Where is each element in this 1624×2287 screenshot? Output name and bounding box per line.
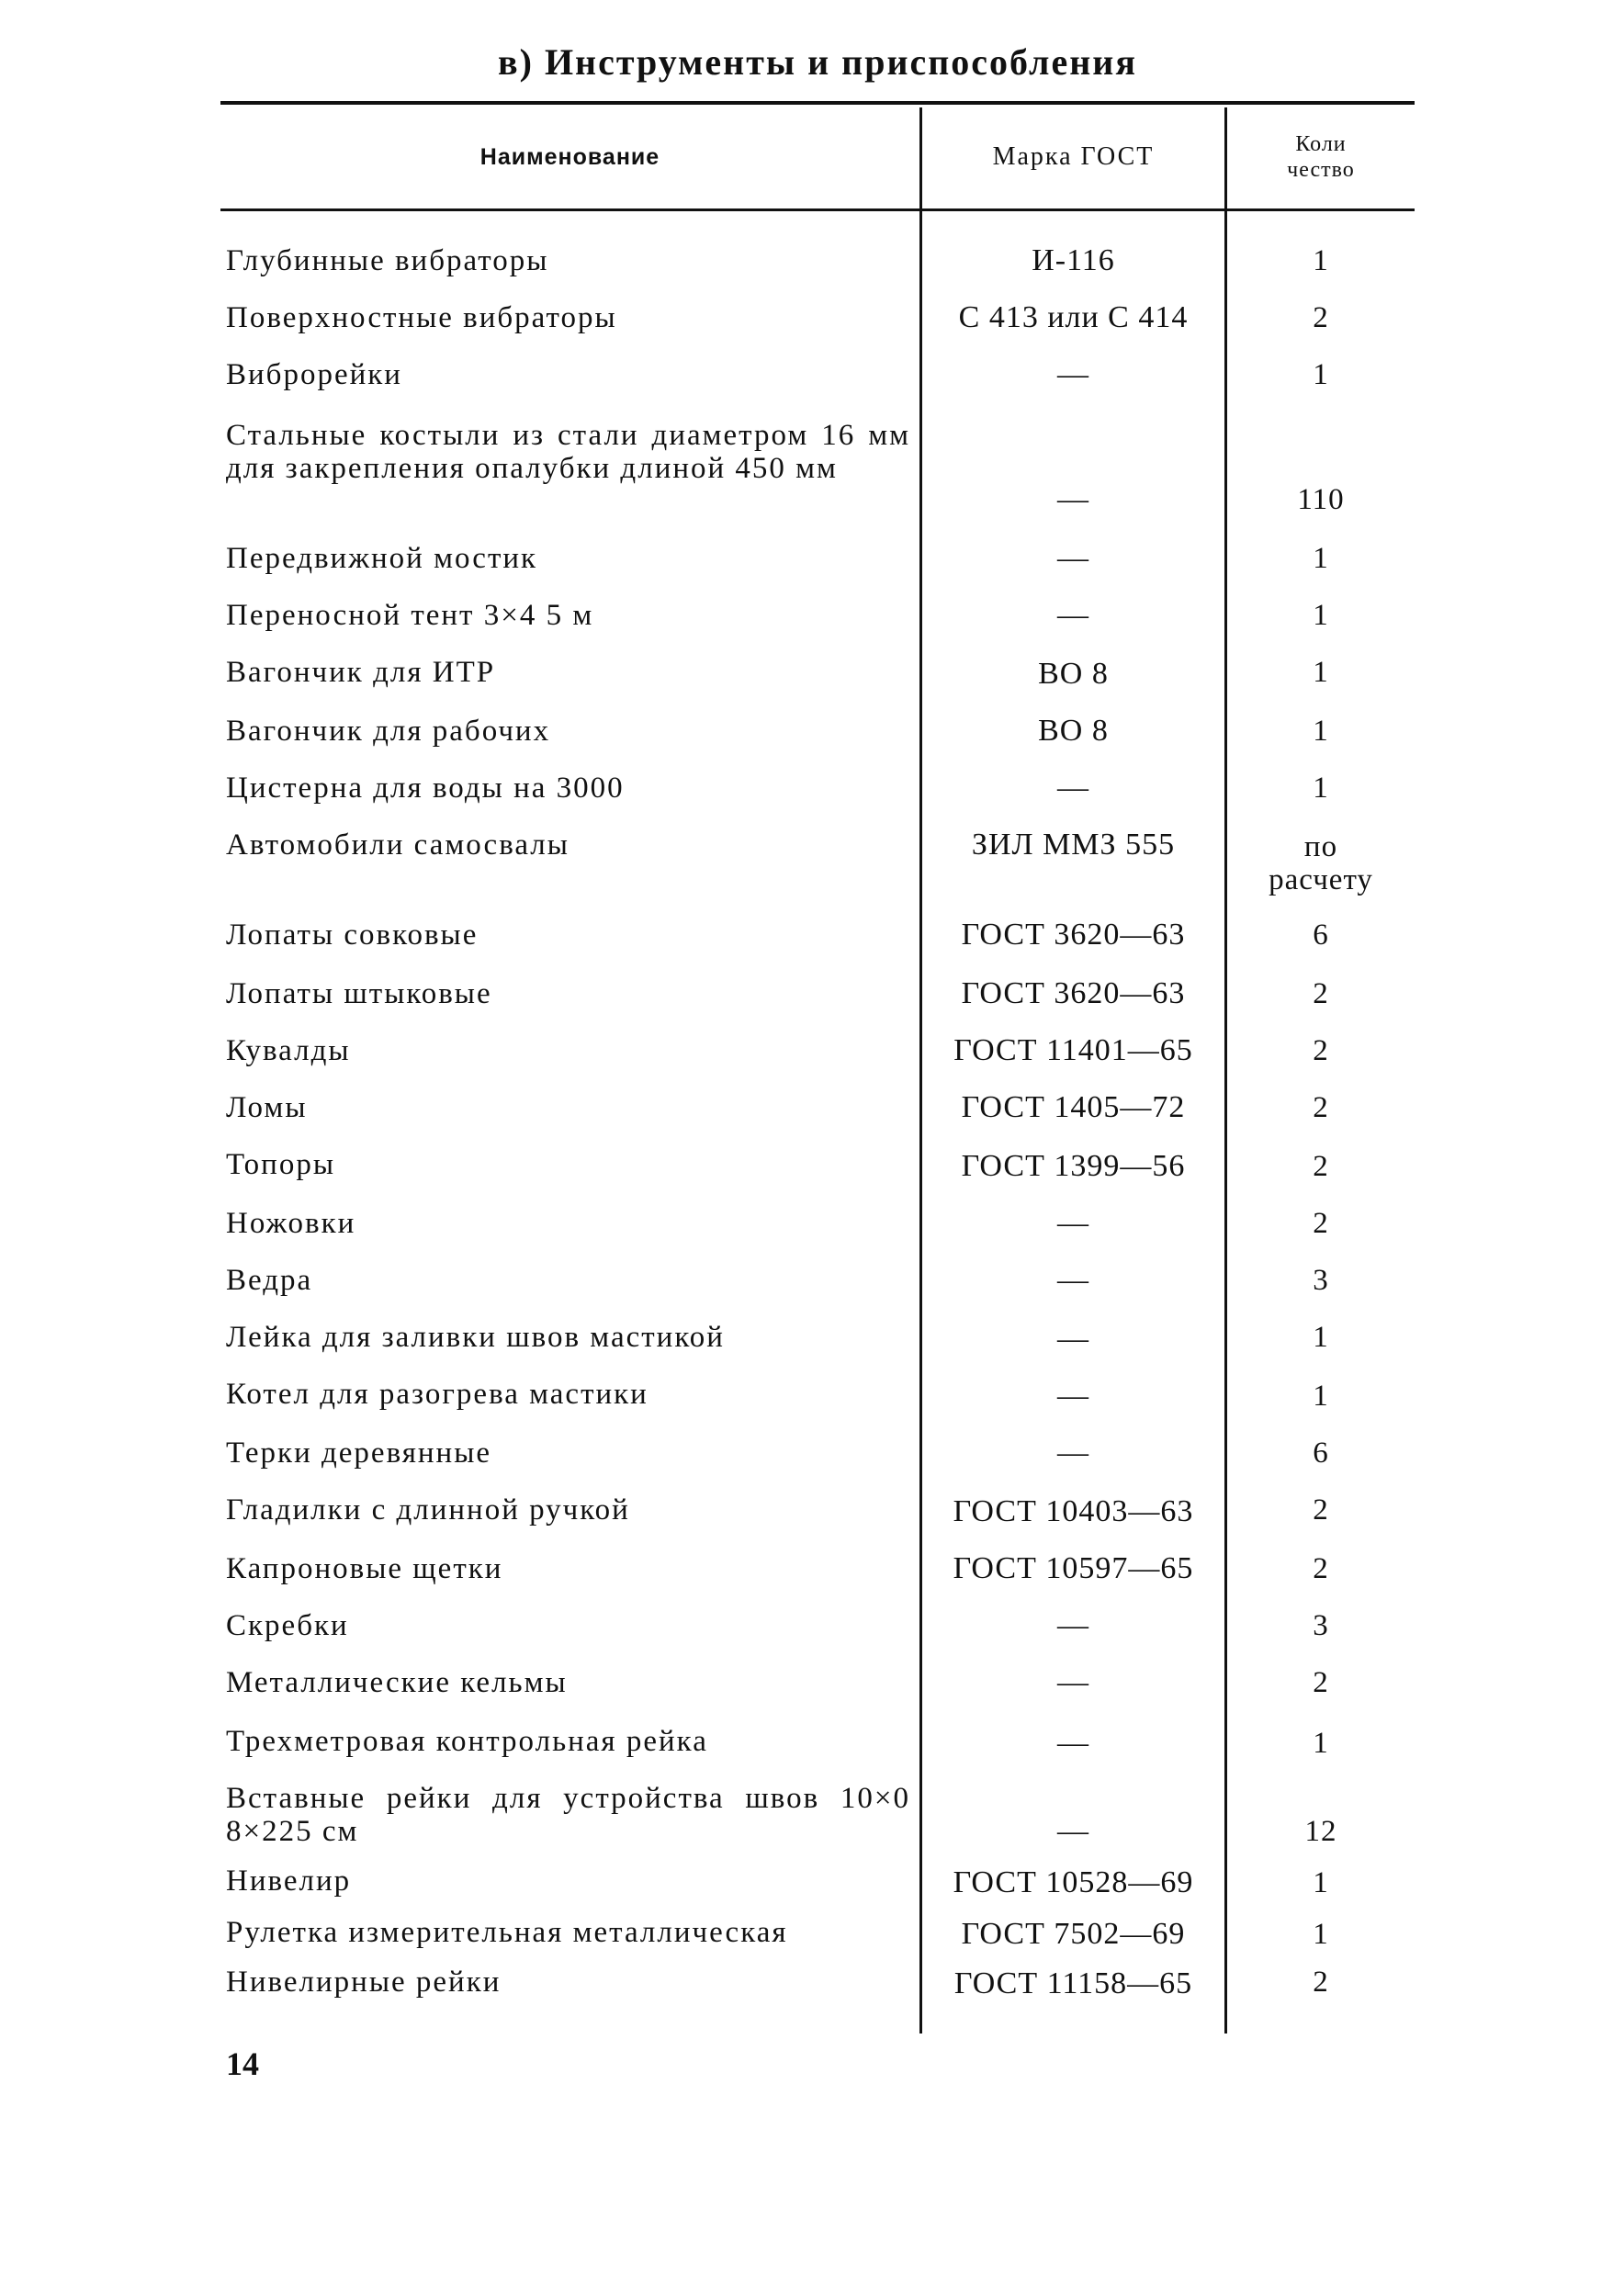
cell-mark: — — [1057, 1814, 1089, 1848]
cell-qty: 6 — [1313, 1436, 1329, 1470]
cell-qty: 2 — [1313, 1207, 1329, 1240]
cell-mark: ГОСТ 11401—65 — [953, 1033, 1193, 1067]
cell-qty: 3 — [1313, 1264, 1329, 1297]
column-header-mark: Марка ГОСТ — [992, 142, 1155, 171]
cell-name: Вставные рейки для устройства швов 10×0 8×225 см — [226, 1782, 910, 1848]
cell-name: Лопаты совковые — [226, 918, 479, 952]
cell-mark: С 413 или С 414 — [958, 300, 1189, 334]
cell-mark: — — [1057, 1665, 1089, 1699]
cell-name: Виброрейки — [226, 358, 402, 391]
section-title: в) Инструменты и приспособления — [498, 41, 1137, 83]
cell-mark: ГОСТ 3620—63 — [961, 918, 1186, 952]
cell-mark: — — [1057, 1379, 1089, 1413]
cell-qty: 1 — [1313, 1321, 1329, 1354]
cell-qty: 2 — [1313, 1493, 1329, 1527]
cell-qty: 6 — [1313, 918, 1329, 952]
cell-name: Трехметровая контрольная рейка — [226, 1725, 708, 1758]
cell-mark: ВО 8 — [1038, 714, 1109, 748]
cell-name: Переносной тент 3×4 5 м — [226, 599, 594, 632]
cell-mark: ГОСТ 7502—69 — [961, 1917, 1186, 1951]
cell-qty: 1 — [1313, 599, 1329, 632]
cell-name: Лопаты штыковые — [226, 977, 492, 1010]
cell-qty: 2 — [1313, 1552, 1329, 1585]
cell-mark: И-116 — [1032, 243, 1115, 277]
column-header-name: Наименование — [479, 143, 660, 170]
cell-mark: ГОСТ 10528—69 — [953, 1865, 1194, 1899]
cell-name: Котел для разогрева мастики — [226, 1378, 648, 1411]
cell-qty: 2 — [1313, 301, 1329, 334]
cell-mark: ГОСТ 11158—65 — [953, 1966, 1193, 2000]
cell-qty: 1 — [1313, 1918, 1329, 1951]
cell-mark: — — [1057, 1726, 1089, 1760]
cell-qty: 1 — [1313, 358, 1329, 391]
cell-mark: ГОСТ 10597—65 — [953, 1551, 1194, 1585]
cell-mark: — — [1057, 357, 1089, 391]
cell-name: Поверхностные вибраторы — [226, 301, 617, 334]
cell-name: Металлические кельмы — [226, 1666, 568, 1699]
cell-mark: — — [1057, 482, 1089, 516]
column-header-qty: Коли чество — [1287, 132, 1355, 182]
cell-qty: 2 — [1313, 1034, 1329, 1067]
cell-qty: по расчету — [1269, 830, 1373, 896]
cell-mark: ГОСТ 3620—63 — [961, 976, 1186, 1010]
cell-qty: 1 — [1313, 1866, 1329, 1899]
cell-name: Терки деревянные — [226, 1436, 492, 1470]
cell-name: Топоры — [226, 1148, 336, 1181]
cell-name: Гладилки с длинной ручкой — [226, 1493, 630, 1527]
cell-mark: — — [1057, 1322, 1089, 1356]
cell-name: Вагончик для ИТР — [226, 656, 496, 689]
cell-qty: 3 — [1313, 1609, 1329, 1642]
page-number: 14 — [226, 2045, 259, 2082]
cell-qty: 1 — [1313, 1727, 1329, 1760]
cell-qty: 2 — [1313, 977, 1329, 1010]
cell-name: Нивелир — [226, 1865, 352, 1898]
cell-qty: 2 — [1313, 1966, 1329, 1999]
cell-mark: — — [1057, 771, 1089, 805]
table-header-rule — [220, 208, 1415, 211]
cell-name: Вагончик для рабочих — [226, 715, 551, 748]
cell-name: Капроновые щетки — [226, 1552, 503, 1585]
cell-mark: — — [1057, 598, 1089, 632]
cell-name: Ножовки — [226, 1207, 356, 1240]
cell-mark: ГОСТ 1405—72 — [961, 1090, 1186, 1124]
cell-mark: ЗИЛ ММЗ 555 — [971, 828, 1176, 862]
cell-name: Лейка для заливки швов мастикой — [226, 1321, 725, 1354]
cell-name: Скребки — [226, 1609, 349, 1642]
cell-qty: 110 — [1297, 483, 1345, 516]
cell-name: Передвижной мостик — [226, 542, 538, 575]
cell-mark: ГОСТ 10403—63 — [953, 1494, 1194, 1528]
cell-name: Нивелирные рейки — [226, 1966, 502, 1999]
cell-qty: 1 — [1313, 542, 1329, 575]
cell-mark: ВО 8 — [1038, 657, 1109, 691]
cell-mark: ГОСТ 1399—56 — [961, 1149, 1186, 1183]
cell-name: Автомобили самосвалы — [226, 828, 570, 862]
cell-mark: — — [1057, 541, 1089, 575]
cell-name: Рулетка измерительная металлическая — [226, 1916, 788, 1949]
cell-qty: 12 — [1304, 1815, 1337, 1848]
cell-qty: 1 — [1313, 1380, 1329, 1413]
cell-name: Цистерна для воды на 3000 — [226, 772, 625, 805]
cell-name: Глубинные вибраторы — [226, 244, 549, 277]
cell-mark: — — [1057, 1436, 1089, 1470]
cell-mark: — — [1057, 1206, 1089, 1240]
cell-qty: 2 — [1313, 1666, 1329, 1699]
cell-mark: — — [1057, 1263, 1089, 1297]
cell-mark: — — [1057, 1608, 1089, 1642]
cell-qty: 1 — [1313, 715, 1329, 748]
cell-qty: 2 — [1313, 1091, 1329, 1124]
cell-name: Кувалды — [226, 1034, 351, 1067]
cell-qty: 1 — [1313, 244, 1329, 277]
cell-qty: 2 — [1313, 1150, 1329, 1183]
cell-qty: 1 — [1313, 772, 1329, 805]
cell-name: Ломы — [226, 1091, 308, 1124]
cell-name: Стальные костыли из стали диаметром 16 мм для закрепления опалубки длиной 450 мм — [226, 419, 910, 485]
cell-name: Ведра — [226, 1264, 313, 1297]
cell-qty: 1 — [1313, 656, 1329, 689]
table-top-rule — [220, 101, 1415, 105]
